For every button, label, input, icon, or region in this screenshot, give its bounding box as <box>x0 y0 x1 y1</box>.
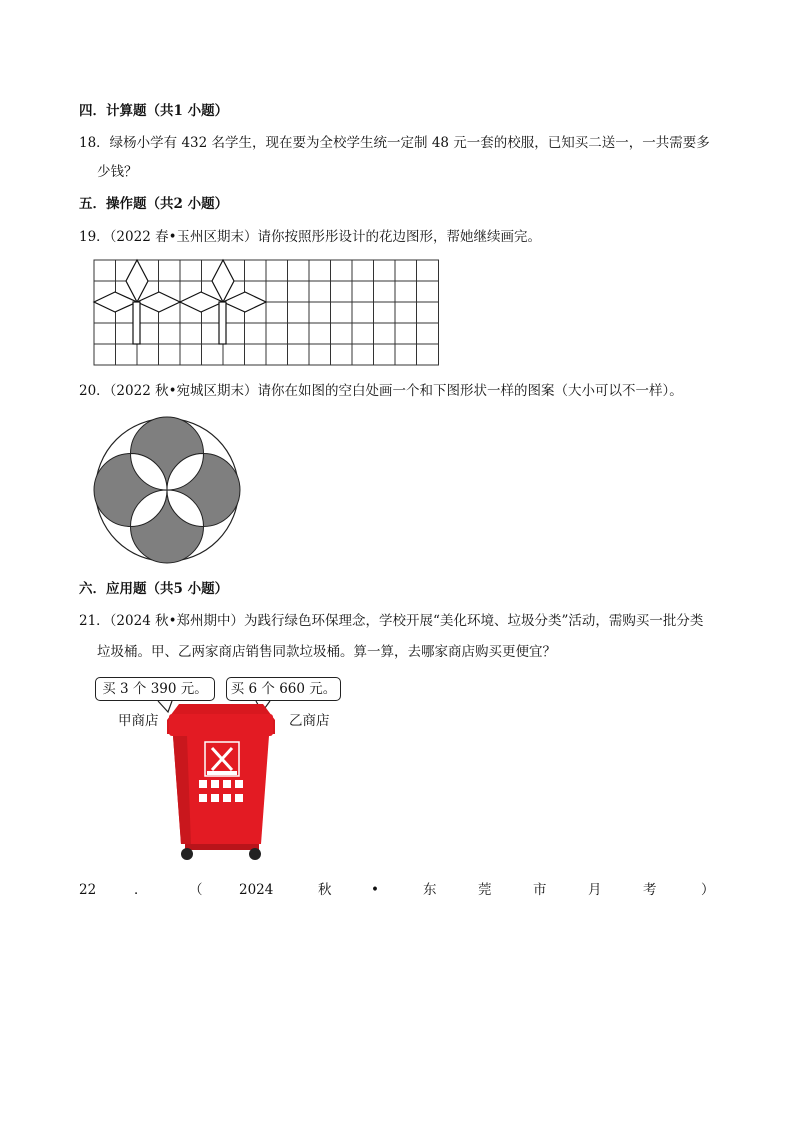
section-heading-application: 六．应用题（共5 小题） <box>79 581 229 597</box>
question-19-text: 19．（2022 春•玉州区期末）请你按照彤彤设计的花边图形，帮她继续画完。 <box>79 229 542 245</box>
red-trash-bin-image <box>165 700 277 862</box>
question-21-line-2: 垃圾桶。甲、乙两家商店销售同款垃圾桶。算一算，去哪家商店购买更便宜？ <box>97 644 556 660</box>
question-20-text: 20．（2022 秋•宛城区期末）请你在如图的空白处画一个和下图形状一样的图案（大小可以不一样）。 <box>79 383 683 399</box>
section-heading-calculation: 四．计算题（共1 小题） <box>79 103 229 119</box>
question-21-line-1: 21．（2024 秋•郑州期中）为践行绿色环保理念，学校开展“美化环境、垃圾分类”活动，需购买一批分类 <box>79 613 704 629</box>
question-18-line-2: 少钱？ <box>97 164 138 180</box>
section-heading-operation: 五．操作题（共2 小题） <box>79 196 229 212</box>
shop-b-label: 乙商店 <box>289 713 330 729</box>
shop-a-price-bubble: 买 3 个 390 元。 <box>95 677 215 701</box>
shop-a-label: 甲商店 <box>118 713 159 729</box>
shop-b-price-bubble: 买 6 个 660 元。 <box>226 677 341 701</box>
question-18-line-1: 18．绿杨小学有 432 名学生，现在要为全校学生统一定制 48 元一套的校服，已知买二送一，一共需要多 <box>79 135 710 151</box>
